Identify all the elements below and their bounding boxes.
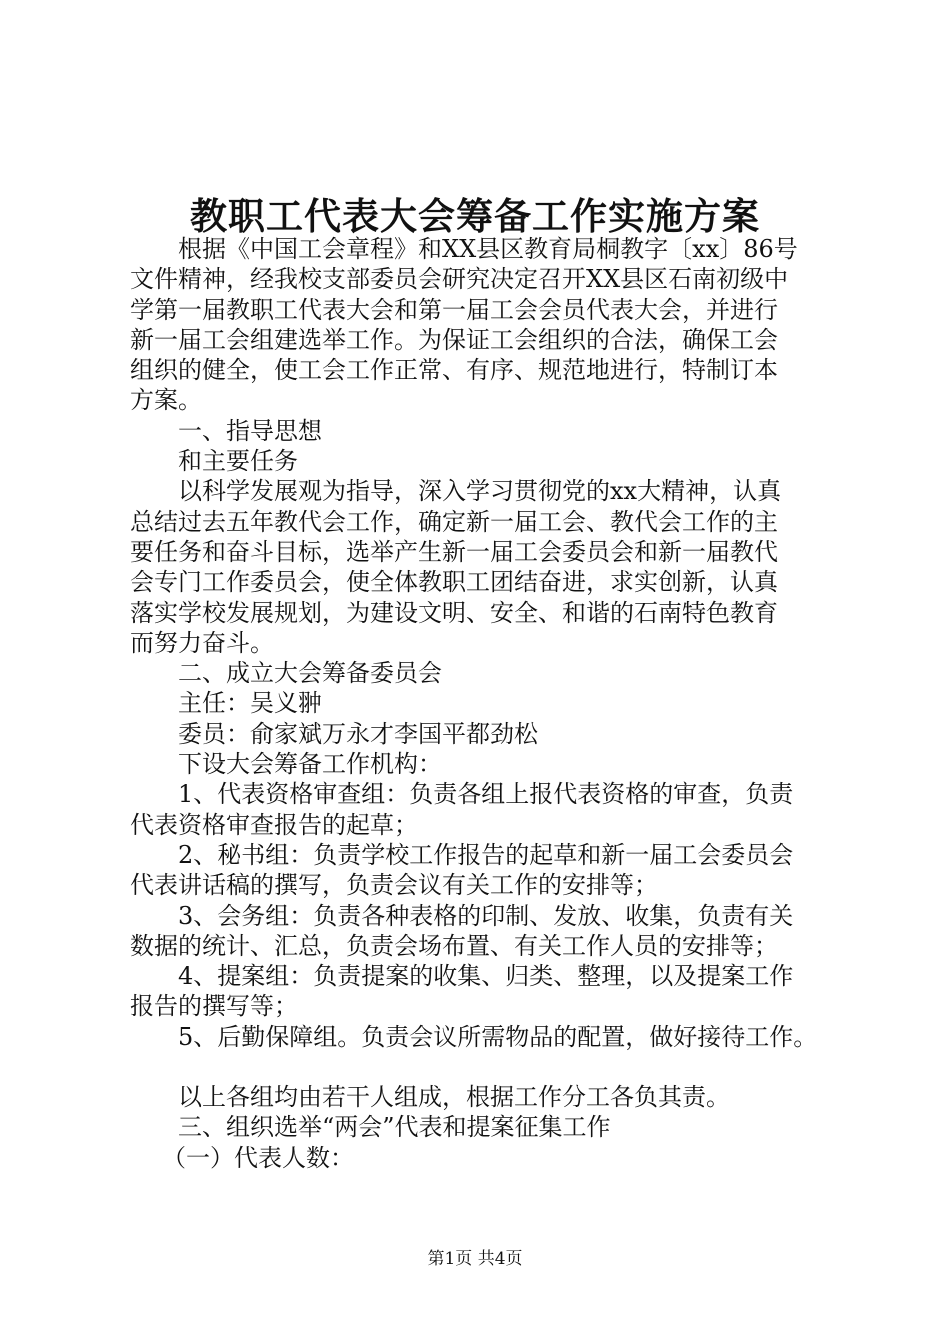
list-item-continuation: 报告的撰写等； bbox=[130, 992, 298, 1021]
paragraph-line: 新一届工会组建选举工作。为保证工会组织的合法，确保工会 bbox=[130, 325, 778, 354]
paragraph-line: 组织的健全，使工会工作正常、有序、规范地进行，特制订本 bbox=[130, 356, 778, 385]
list-item-continuation: 代表讲话稿的撰写，负责会议有关工作的安排等； bbox=[130, 871, 658, 900]
paragraph-line: 方案。 bbox=[130, 386, 202, 415]
paragraph-line: 主任：吴义翀 bbox=[178, 689, 322, 718]
section-heading: 二、成立大会筹备委员会 bbox=[178, 659, 442, 688]
paragraph-line: 而努力奋斗。 bbox=[130, 628, 274, 657]
list-item: 2、秘书组：负责学校工作报告的起草和新一届工会委员会 bbox=[178, 840, 794, 869]
paragraph-line: 以上各组均由若干人组成，根据工作分工各负其责。 bbox=[178, 1083, 730, 1112]
paragraph-line: 下设大会筹备工作机构： bbox=[178, 750, 442, 779]
list-item: 3、会务组：负责各种表格的印制、发放、收集，负责有关 bbox=[178, 901, 794, 930]
subsection-heading: （一）代表人数： bbox=[162, 1143, 354, 1172]
section-heading: 和主要任务 bbox=[178, 447, 298, 476]
paragraph-line: 学第一届教职工代表大会和第一届工会会员代表大会，并进行 bbox=[130, 295, 778, 324]
blank-line bbox=[130, 1052, 830, 1082]
paragraph-line: 会专门工作委员会，使全体教职工团结奋进，求实创新，认真 bbox=[130, 568, 778, 597]
document-title: 教职工代表大会筹备工作实施方案 bbox=[190, 194, 760, 238]
paragraph-line: 以科学发展观为指导，深入学习贯彻党的xx大精神，认真 bbox=[178, 477, 782, 506]
page-number: 第1页 共4页 bbox=[427, 1249, 523, 1269]
section-heading: 三、组织选举“两会”代表和提案征集工作 bbox=[178, 1113, 611, 1142]
list-item: 4、提案组：负责提案的收集、归类、整理，以及提案工作 bbox=[178, 962, 794, 991]
list-item: 1、代表资格审查组：负责各组上报代表资格的审查，负责 bbox=[178, 780, 794, 809]
paragraph-line: 文件精神，经我校支部委员会研究决定召开XX县区石南初级中 bbox=[130, 265, 789, 294]
document-body bbox=[130, 234, 830, 1173]
section-heading: 一、指导思想 bbox=[178, 416, 322, 445]
paragraph-line: 要任务和奋斗目标，选举产生新一届工会委员会和新一届教代 bbox=[130, 537, 778, 566]
list-item-continuation: 数据的统计、汇总，负责会场布置、有关工作人员的安排等； bbox=[130, 931, 778, 960]
paragraph-line: 落实学校发展规划，为建设文明、安全、和谐的石南特色教育 bbox=[130, 598, 778, 627]
list-item: 5、后勤保障组。负责会议所需物品的配置，做好接待工作。 bbox=[178, 1022, 818, 1051]
paragraph-line: 总结过去五年教代会工作，确定新一届工会、教代会工作的主 bbox=[130, 507, 778, 536]
paragraph-line: 委员：俞家斌万永才李国平都劲松 bbox=[178, 719, 538, 748]
paragraph-line: 根据《中国工会章程》和XX县区教育局桐教字〔xx〕86号 bbox=[178, 235, 798, 263]
list-item-continuation: 代表资格审查报告的起草； bbox=[130, 810, 418, 839]
